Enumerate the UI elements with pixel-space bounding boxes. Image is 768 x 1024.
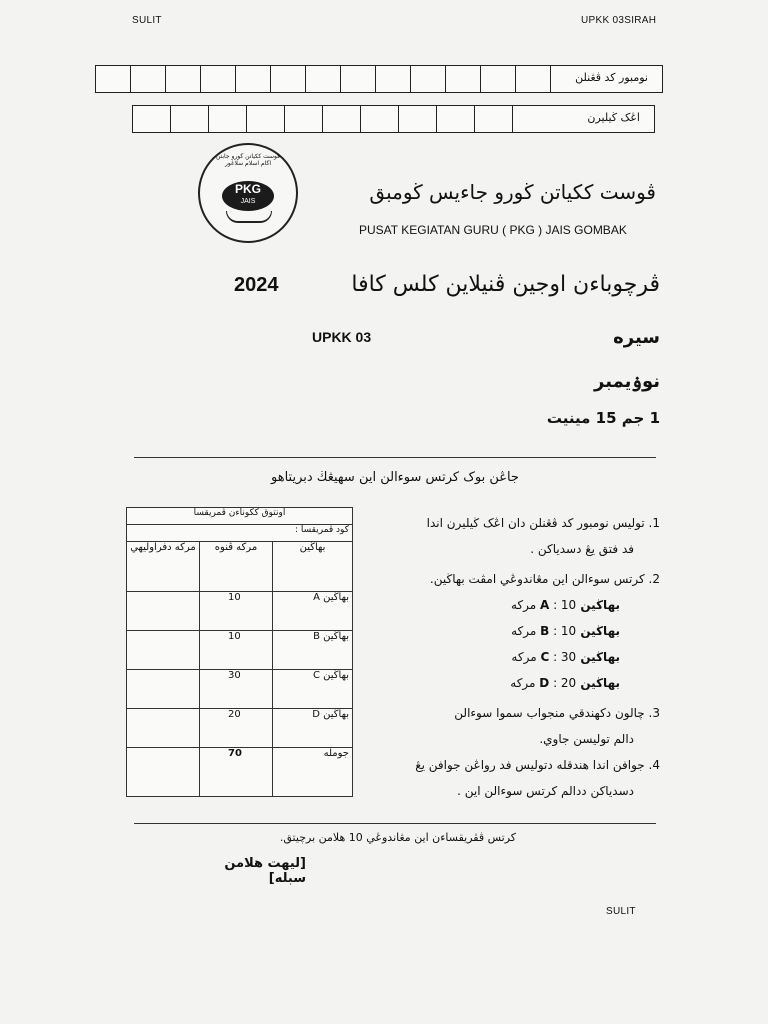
digit-cell[interactable]	[133, 106, 171, 132]
digit-cell[interactable]	[236, 66, 271, 92]
instruction-number: 3.	[648, 706, 660, 720]
instruction-1	[360, 510, 660, 562]
candidate-number-label: نومبور كد ڤڠنلن	[575, 71, 648, 84]
divider-bottom	[134, 823, 656, 824]
table-row	[127, 592, 353, 631]
organisation-name-jawi: ڤوست ککياتن ڬورو جاءيس ڬومبق	[369, 180, 656, 204]
digit-cell[interactable]	[361, 106, 399, 132]
do-not-open-notice: جاڠن بوک کرتس سوءالن اين سهيڠڬ دبريتاهو	[271, 470, 519, 485]
instruction-text: توليس نومبور كد ڤڠنلن دان اڠک ڬيليرن اندا	[426, 516, 645, 530]
table-row-total	[127, 748, 353, 797]
digit-cell[interactable]	[171, 106, 209, 132]
instruction-3	[360, 700, 660, 752]
turn-page-note: [ليهت هلامن سبله]	[224, 856, 306, 886]
instruction-text: جوافن اندا هندقله دتوليس فد رواڠن جوافن يڠ	[415, 758, 645, 772]
pkg-logo	[198, 143, 298, 243]
part-list-item: بهاڬين A : 10 مرکه	[510, 598, 620, 612]
digit-cell[interactable]	[306, 66, 341, 92]
table-row	[127, 670, 353, 709]
part-cell: بهاڬين D	[273, 709, 353, 748]
exam-year: 2024	[234, 274, 279, 296]
exam-title-jawi: ڤرچوباءن اوجين ڤنيلاين كلس كافا	[351, 272, 660, 297]
school-number-boxes	[132, 105, 655, 133]
full-marks-cell: 30	[200, 670, 273, 709]
header-paper-code: UPKK 03SIRAH	[581, 15, 657, 26]
header-full-marks: مرکه ڤنوه	[200, 542, 273, 592]
instruction-text: کرتس سوءالن اين مڠاندوڠي امڤت بهاڬين.	[429, 572, 645, 586]
digit-cell[interactable]	[376, 66, 411, 92]
digit-cell[interactable]	[437, 106, 475, 132]
digit-cell[interactable]	[96, 66, 131, 92]
digit-cell[interactable]	[131, 66, 166, 92]
digit-cell[interactable]	[201, 66, 236, 92]
digit-cell[interactable]	[399, 106, 437, 132]
total-full-marks: 70	[200, 748, 273, 797]
exam-month: نوۏيمبر	[594, 371, 660, 392]
logo-arc-text: ڤوست ککياتن ڬورو جابتن اڬام اسلام سلاڠور	[216, 153, 280, 167]
part-cell: بهاڬين A	[273, 592, 353, 631]
digit-cell[interactable]	[209, 106, 247, 132]
footer-sulit: SULIT	[606, 906, 636, 917]
marks-obtained-cell[interactable]	[127, 709, 200, 748]
table-row	[127, 709, 353, 748]
part-cell: بهاڬين B	[273, 631, 353, 670]
full-marks-cell: 20	[200, 709, 273, 748]
full-marks-cell: 10	[200, 631, 273, 670]
digit-cell[interactable]	[516, 66, 551, 92]
digit-cell[interactable]	[323, 106, 361, 132]
instruction-number: 4.	[648, 758, 660, 772]
logo-badge-bottom: JAIS	[240, 198, 256, 205]
logo-badge	[222, 181, 274, 211]
examiner-code: كود ڤمريقسا :	[127, 525, 353, 542]
instruction-text: فد فتق يڠ دسدياكن .	[530, 542, 634, 556]
instruction-number: 1.	[648, 516, 660, 530]
instruction-text: دالم توليسن جاوي.	[539, 732, 634, 746]
digit-cell[interactable]	[446, 66, 481, 92]
total-label: جوملە	[273, 748, 353, 797]
part-list-item: بهاڬين C : 30 مرکه	[511, 650, 620, 664]
exam-subject: سيره	[613, 327, 660, 348]
digit-cell[interactable]	[481, 66, 516, 92]
candidate-number-boxes	[95, 65, 663, 93]
digit-cell[interactable]	[285, 106, 323, 132]
part-cell: بهاڬين C	[273, 670, 353, 709]
digit-cell[interactable]	[247, 106, 285, 132]
full-marks-cell: 10	[200, 592, 273, 631]
header-marks-obtained: مرکه دفراوليهي	[127, 542, 200, 592]
digit-cell[interactable]	[475, 106, 513, 132]
school-number-label: اڠک ڬيليرن	[587, 111, 640, 124]
part-list-item: بهاڬين D : 20 مرکه	[510, 676, 620, 690]
instruction-2	[360, 566, 660, 696]
table-row	[127, 631, 353, 670]
marks-obtained-cell[interactable]	[127, 631, 200, 670]
instruction-text: چالون دکهندقي منجواب سموا سوءالن	[454, 706, 645, 720]
logo-badge-top: PKG	[234, 182, 261, 196]
digit-cell[interactable]	[271, 66, 306, 92]
organisation-name-rumi: PUSAT KEGIATAN GURU ( PKG ) JAIS GOMBAK	[359, 223, 627, 237]
instruction-4	[360, 752, 660, 804]
exam-code: UPKK 03	[312, 329, 372, 345]
marks-table-title: اونتوق ککوناءن ڤمريقسا	[127, 508, 353, 525]
header-sulit: SULIT	[132, 15, 162, 26]
digit-cell[interactable]	[411, 66, 446, 92]
digit-cell[interactable]	[166, 66, 201, 92]
divider-top	[134, 457, 656, 458]
marks-obtained-cell[interactable]	[127, 670, 200, 709]
instruction-text: دسدياكن ددالم کرتس سوءالن اين .	[457, 784, 634, 798]
part-list-item: بهاڬين B : 10 مرکه	[511, 624, 620, 638]
instruction-number: 2.	[648, 572, 660, 586]
header-part: بهاڬين	[273, 542, 353, 592]
exam-duration: 1 جم 15 مينيت	[546, 409, 660, 427]
digit-cell[interactable]	[341, 66, 376, 92]
marks-obtained-cell[interactable]	[127, 592, 200, 631]
page-count-note: کرتس ڤڤريقساءن اين مڠاندوڠي 10 هلامن برچيتق.	[279, 831, 516, 844]
total-obtained-cell[interactable]	[127, 748, 200, 797]
book-icon	[226, 211, 272, 223]
marks-table	[126, 507, 353, 797]
